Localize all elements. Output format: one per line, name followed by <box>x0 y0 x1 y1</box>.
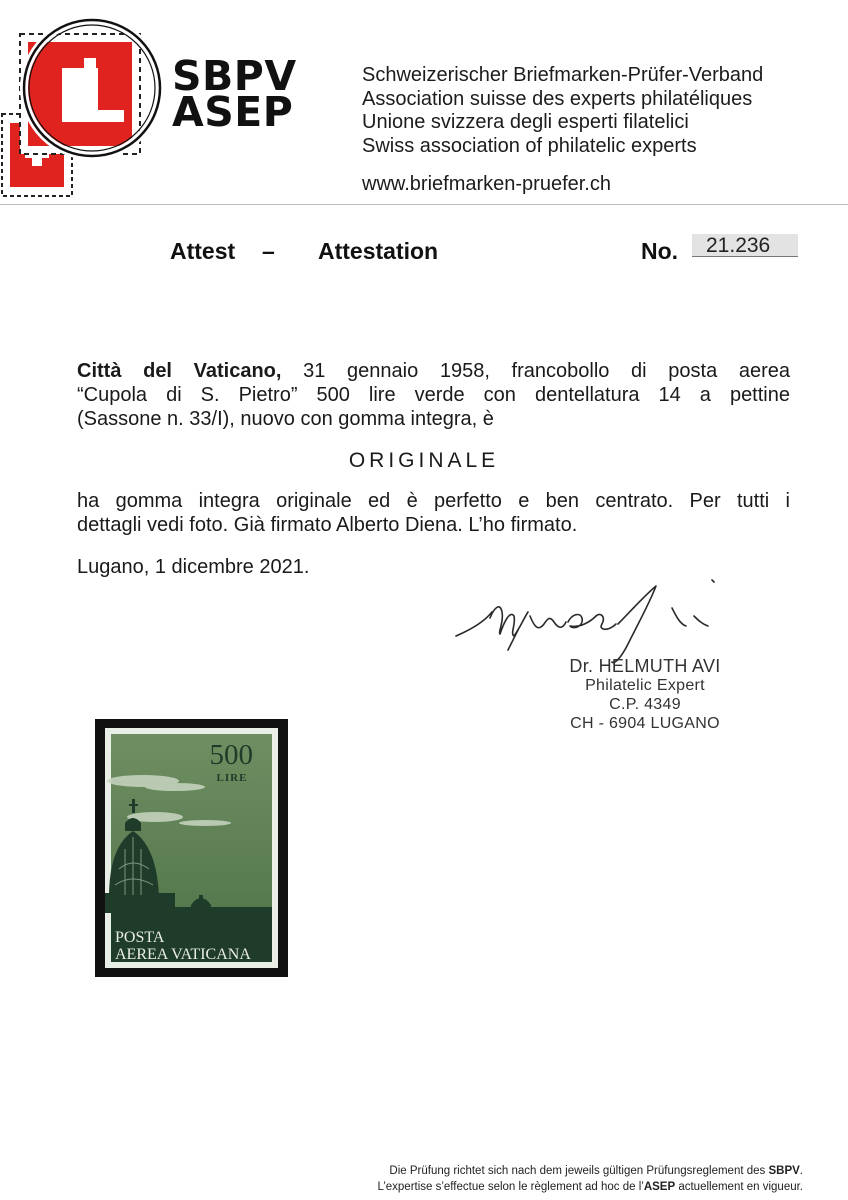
description-line-2: “Cupola di S. Pietro” 500 lire verde con dentellatura 14 a pettine <box>77 384 790 406</box>
place-date: Lugano, 1 dicembre 2021. <box>77 556 310 578</box>
condition-paragraph <box>77 489 790 537</box>
footer-line-de <box>0 1163 803 1179</box>
certificate-number: 21.236 <box>706 234 771 257</box>
footer-line-fr-text: L’expertise s’effectue selon le règlement ad hoc de l’ <box>377 1181 644 1193</box>
attest-title-fr: Attestation <box>318 238 439 264</box>
attest-title-de: Attest <box>170 238 236 264</box>
footer-line-de-bold: SBPV <box>768 1165 800 1177</box>
issuing-country: Città del Vaticano, <box>77 360 282 382</box>
association-name-de: Schweizerischer Briefmarken-Prüfer-Verband <box>362 64 764 86</box>
footer-line-fr-end: actuellement en vigueur. <box>675 1181 803 1193</box>
handwritten-signature <box>450 572 740 667</box>
footer-line-de-text: Die Prüfung richtet sich nach dem jeweils gültigen Prüfungsreglement des <box>389 1165 769 1177</box>
header-divider <box>0 204 848 205</box>
expert-po-box: C.P. 4349 <box>609 696 681 713</box>
expert-address: CH - 6904 LUGANO <box>570 715 720 732</box>
footer-line-fr-bold: ASEP <box>643 1181 676 1193</box>
certificate-number-label: No. <box>641 238 679 264</box>
description-line-1-rest: 31 gennaio 1958, francobollo di posta aerea <box>281 360 791 382</box>
verdict-originale: ORIGINALE <box>348 449 500 472</box>
condition-line-2: dettagli vedi foto. Già firmato Alberto Diena. L’ho firmato. <box>77 514 578 536</box>
stamp-value: 500 <box>209 739 253 771</box>
description-line-1 <box>77 359 790 383</box>
expert-title: Philatelic Expert <box>585 677 705 694</box>
brand-asep: ASEP <box>172 88 294 136</box>
association-name-fr: Association suisse des experts philatéliques <box>362 87 753 110</box>
brand-acronyms <box>172 52 297 136</box>
footer-line-de-end: . <box>799 1165 803 1177</box>
postage-stamp-image <box>95 719 288 977</box>
brand-sbpv: SBPV <box>172 52 297 100</box>
title-dash: – <box>262 238 275 264</box>
stamp-currency: LIRE <box>216 772 248 784</box>
footer-line-fr <box>0 1179 803 1195</box>
website-link[interactable]: www.briefmarken-pruefer.ch <box>362 173 611 195</box>
condition-line-1: ha gomma integra originale ed è perfetto e ben centrato. Per tutti i <box>77 490 790 512</box>
stamp-text-posta: POSTA <box>115 929 165 946</box>
association-names <box>362 64 763 158</box>
certificate-number-box <box>692 234 798 257</box>
description-line-3: (Sassone n. 33/I), nuovo con gomma integra, è <box>77 408 494 430</box>
association-name-it: Unione svizzera degli esperti filatelici <box>362 111 689 133</box>
stamp-text-aerea-vaticana: AEREA VATICANA <box>115 946 251 963</box>
sbpv-logo-icon <box>0 18 170 198</box>
association-name-en: Swiss association of philatelic experts <box>362 134 697 157</box>
expert-name: Dr. HELMUTH AVI <box>569 656 721 676</box>
description-paragraph <box>77 359 790 431</box>
footer-note <box>0 1163 803 1195</box>
expert-stamp <box>520 657 770 733</box>
